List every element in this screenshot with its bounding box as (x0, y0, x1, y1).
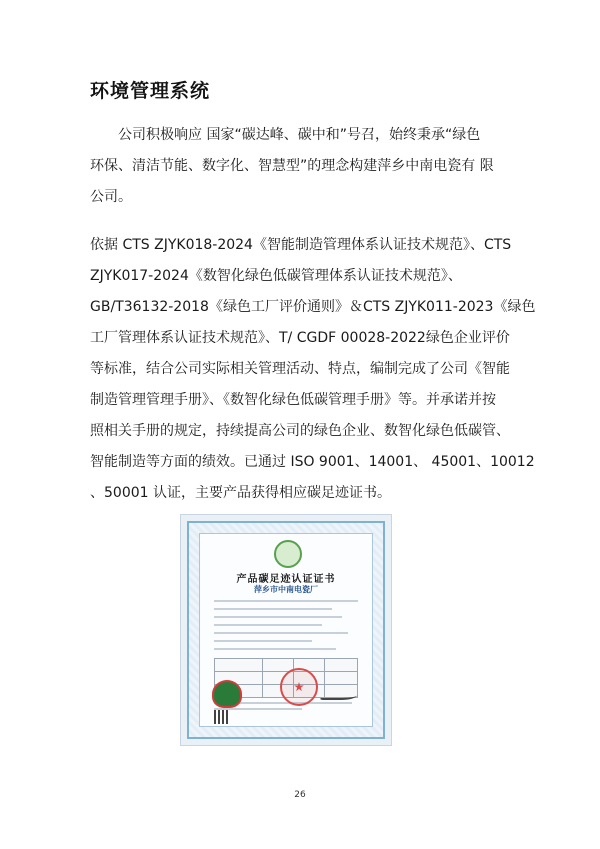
certificate-title: 产品碳足迹认证证书 (236, 574, 336, 585)
text-placeholder-line (214, 648, 336, 650)
text-line: 制造管理管理手册》、《数智化绿色低碳管理手册》等。并承诺并按 (90, 392, 496, 408)
official-stamp-icon (280, 668, 318, 706)
text-line: 工厂管理体系认证技术规范》、T/ CGDF 00028-2022绿色企业评价 (90, 330, 510, 346)
text-line: 环保、清洁节能、数字化、智慧型”的理念构建萍乡中南电瓷有 限 (90, 158, 494, 174)
issuer-logo-icon (212, 680, 242, 708)
text-line: 依据 CTS ZJYK018-2024《智能制造管理体系认证技术规范》、CTS (90, 237, 512, 253)
intro-paragraph (90, 120, 520, 213)
text-placeholder-line (214, 640, 312, 642)
certificate-image (180, 514, 392, 746)
text-line: ZJYK017-2024《数智化绿色低碳管理体系认证技术规范》、 (90, 268, 462, 284)
qr-code-icon (214, 710, 228, 724)
page-number: 26 (294, 790, 306, 800)
text-placeholder-line (214, 600, 358, 602)
text-line: 、50001 认证，主要产品获得相应碳足迹证书。 (90, 485, 391, 501)
text-line: 公司积极响应 国家“碳达峰、碳中和”号召，始终秉承“绿色 (118, 127, 481, 143)
certificate-paper (199, 533, 373, 727)
certificate-border (187, 521, 385, 739)
text-line: GB/T36132-2018《绿色工厂评价通则》＆CTS ZJYK011-2023《绿色 (90, 299, 536, 315)
text-line: 等标准，结合公司实际相关管理活动、特点，编制完成了公司《智能 (90, 361, 510, 377)
standards-paragraph (90, 230, 536, 509)
signature-icon (320, 688, 360, 700)
text-line: 公司。 (90, 189, 132, 205)
text-placeholder-line (214, 632, 348, 634)
text-placeholder-line (214, 624, 322, 626)
text-line: 照相关手册的规定，持续提高公司的绿色企业、数智化绿色低碳管、 (90, 423, 510, 439)
certificate-company: 萍乡市中南电瓷厂 (254, 585, 318, 594)
text-line: 智能制造等方面的绩效。已通过 ISO 9001、14001、 45001、10012 (90, 454, 535, 470)
star-icon (294, 682, 304, 692)
text-placeholder-line (214, 616, 342, 618)
text-placeholder-line (214, 608, 332, 610)
section-heading: 环境管理系统 (90, 80, 211, 102)
certification-emblem-icon (274, 540, 302, 568)
